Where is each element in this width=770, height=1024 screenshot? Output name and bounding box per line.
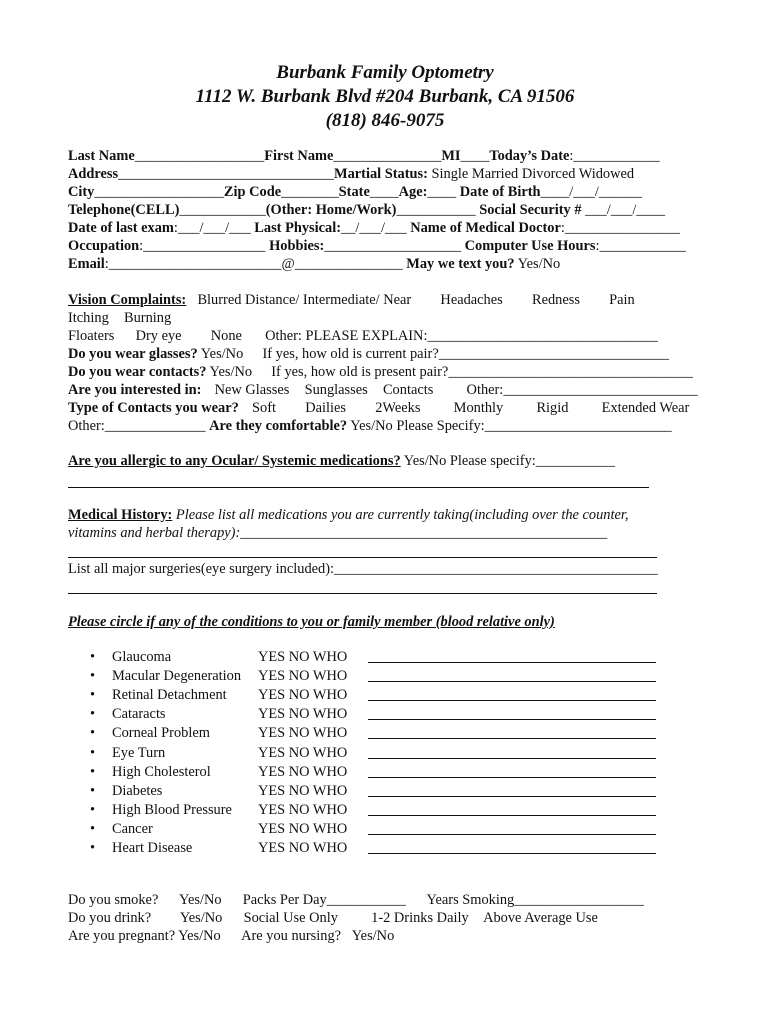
- condition-yes-no-who[interactable]: YES NO WHO: [258, 744, 348, 761]
- telephone-row: [68, 201, 665, 219]
- contacts-question: Do you wear contacts?: [68, 364, 207, 380]
- interested-question: Are you interested in: [68, 382, 197, 398]
- surgeries-row: [68, 560, 658, 578]
- interested-row: Are you interested in: New Glasses Sunglasses Contacts Other:___________________________: [68, 382, 698, 398]
- first-name-field[interactable]: _______________: [333, 148, 442, 164]
- floaters-option[interactable]: Floaters: [68, 328, 115, 344]
- name-row: Last Name__________________First Name_______________MI____Today’s Date:____________: [68, 148, 660, 164]
- drink-question: Do you drink?: [68, 910, 152, 926]
- bullet-icon: •: [90, 744, 96, 761]
- bullet-icon: •: [90, 668, 96, 685]
- condition-row: [90, 667, 660, 685]
- comfortable-yes-no[interactable]: Yes/No: [350, 418, 393, 434]
- allergy-row: [68, 452, 615, 470]
- address-label: Address: [68, 166, 119, 182]
- above-average-option[interactable]: Above Average Use: [483, 910, 598, 926]
- one-two-drinks-option[interactable]: 1-2 Drinks Daily: [371, 910, 469, 926]
- drink-yes-no[interactable]: Yes/No: [179, 910, 223, 926]
- todays-date-label: Today’s Date: [489, 148, 570, 164]
- condition-who-field[interactable]: [368, 815, 656, 816]
- condition-name: Corneal Problem: [112, 725, 210, 742]
- last-name-label: Last Name: [68, 148, 135, 164]
- medical-row-2: [68, 524, 607, 542]
- blurred-option[interactable]: Blurred Distance/ Intermediate/ Near: [197, 292, 412, 308]
- smoke-question: Do you smoke?: [68, 892, 159, 908]
- pregnant-row: [68, 927, 394, 945]
- contact-type-row: [68, 399, 689, 417]
- contacts-option[interactable]: Contacts: [382, 382, 434, 398]
- allergy-field[interactable]: ___________: [535, 453, 615, 469]
- condition-who-field[interactable]: [368, 777, 656, 778]
- years-smoking-field[interactable]: __________________: [514, 892, 644, 908]
- glasses-yes-no[interactable]: Yes/No: [200, 346, 244, 362]
- last-physical-field[interactable]: __/___/___: [341, 220, 407, 236]
- condition-row: [90, 801, 660, 819]
- condition-yes-no-who[interactable]: YES NO WHO: [258, 687, 348, 704]
- medical-instructions-cont: vitamins and herbal therapy):: [68, 525, 241, 541]
- condition-name: Diabetes: [112, 782, 163, 799]
- other-contact-field[interactable]: ______________: [104, 418, 206, 434]
- state-label: State: [338, 184, 370, 200]
- nursing-question: Are you nursing?: [241, 928, 342, 944]
- condition-name: Macular Degeneration: [112, 668, 242, 685]
- bullet-icon: •: [90, 840, 96, 856]
- condition-row: [90, 648, 660, 666]
- glasses-question: Do you wear glasses?: [68, 346, 198, 362]
- other-explain-field[interactable]: ________________________________: [427, 328, 658, 344]
- please-specify-label: Please Specify:: [396, 418, 485, 434]
- condition-who-field[interactable]: [368, 758, 656, 759]
- telephone-field[interactable]: ____________: [179, 202, 266, 218]
- medical-doctor-field[interactable]: ________________: [564, 220, 680, 236]
- contacts-age-label: If yes, how old is present pair?: [271, 364, 449, 380]
- burning-option[interactable]: Burning: [123, 310, 172, 326]
- practice-name: Burbank Family Optometry: [276, 62, 494, 83]
- other-phone-label: (Other: Home/Work): [265, 202, 397, 218]
- surgeries-extra-line[interactable]: [68, 593, 657, 594]
- condition-yes-no-who[interactable]: YES NO WHO: [258, 782, 348, 799]
- condition-row: [90, 744, 660, 762]
- marital-status-label: Martial Status:: [333, 166, 428, 182]
- surgeries-label: List all major surgeries(eye surgery included):: [68, 561, 335, 577]
- medical-instructions: Please list all medications you are currently taking(including over the counter,: [175, 507, 629, 523]
- occupation-label: Occupation: [68, 238, 140, 254]
- condition-row: [90, 724, 660, 742]
- condition-name: Retinal Detachment: [112, 687, 227, 704]
- bullet-icon: •: [90, 801, 96, 818]
- condition-yes-no-who[interactable]: YES NO WHO: [258, 820, 348, 837]
- rigid-option[interactable]: Rigid: [536, 400, 569, 416]
- bullet-icon: •: [90, 649, 96, 665]
- zip-label: Zip Code: [223, 184, 282, 200]
- pregnant-yes-no[interactable]: Yes/No: [178, 928, 221, 944]
- vision-row-1: [68, 291, 635, 309]
- bullet-icon: •: [90, 687, 96, 704]
- glasses-age-field[interactable]: ________________________________: [438, 346, 669, 362]
- conditions-heading-row: [68, 613, 555, 631]
- condition-name: Cataracts: [112, 706, 166, 723]
- condition-who-field[interactable]: [368, 662, 656, 663]
- drink-row: [68, 909, 598, 927]
- redness-option[interactable]: Redness: [531, 292, 580, 308]
- smoke-row: [68, 891, 644, 909]
- condition-name: High Cholesterol: [112, 763, 211, 780]
- mi-label: MI: [441, 148, 461, 164]
- address-row: [68, 165, 634, 183]
- vision-row-3: [68, 327, 658, 345]
- condition-who-field[interactable]: [368, 834, 656, 835]
- computer-hours-label: Computer Use Hours: [464, 238, 596, 254]
- condition-row: [90, 705, 660, 723]
- condition-name: Glaucoma: [112, 649, 172, 665]
- social-use-option[interactable]: Social Use Only: [243, 910, 338, 926]
- please-specify-field[interactable]: __________________________: [484, 418, 672, 434]
- mi-field[interactable]: ____: [460, 148, 490, 164]
- email-field[interactable]: ________________________@_______________: [108, 256, 403, 272]
- conditions-heading: Please circle if any of the conditions to you or family member (blood relative only): [68, 614, 555, 630]
- age-label: Age:: [398, 184, 428, 200]
- vision-heading: Vision Complaints:: [68, 292, 187, 308]
- email-label: Email: [68, 256, 105, 272]
- condition-yes-no-who[interactable]: YES NO WHO: [258, 725, 348, 742]
- allergy-answer[interactable]: Yes/No Please specify:: [403, 453, 536, 469]
- allergy-extra-line[interactable]: [68, 487, 649, 488]
- bullet-icon: •: [90, 763, 96, 780]
- practice-address: 1112 W. Burbank Blvd #204 Burbank, CA 91506: [195, 86, 575, 107]
- city-row: [68, 183, 642, 201]
- dob-field[interactable]: ____/___/______: [540, 184, 643, 200]
- other-explain-label: Other: PLEASE EXPLAIN:: [265, 328, 428, 344]
- years-smoking-label: Years Smoking: [426, 892, 515, 908]
- bullet-icon: •: [90, 706, 96, 723]
- todays-date-field[interactable]: ____________: [573, 148, 660, 164]
- glasses-age-label: If yes, how old is current pair?: [262, 346, 439, 362]
- practice-phone: (818) 846-9075: [325, 110, 445, 131]
- exam-row: Date of last exam:___/___/___ Last Physical:__/___/___ Name of Medical Doctor:________________: [68, 220, 680, 236]
- address-field[interactable]: ______________________________: [118, 166, 334, 182]
- last-name-field[interactable]: __________________: [134, 148, 265, 164]
- bullet-icon: •: [90, 725, 96, 742]
- surgeries-field[interactable]: _____________________________________________: [334, 561, 658, 577]
- last-physical-label: Last Physical:: [254, 220, 342, 236]
- contacts-yes-no[interactable]: Yes/No: [209, 364, 253, 380]
- medical-doctor-label: Name of Medical Doctor: [410, 220, 561, 236]
- new-glasses-option[interactable]: New Glasses: [214, 382, 290, 398]
- pregnant-question: Are you pregnant?: [68, 928, 176, 944]
- dob-label: Date of Birth: [459, 184, 541, 200]
- sunglasses-option[interactable]: Sunglasses: [304, 382, 368, 398]
- condition-yes-no-who[interactable]: YES NO WHO: [258, 668, 348, 685]
- condition-row: [90, 782, 660, 800]
- comfortable-row: [68, 417, 672, 435]
- other-interest-field[interactable]: ___________________________: [503, 382, 698, 398]
- computer-hours-field[interactable]: ____________: [599, 238, 686, 254]
- condition-row: [90, 763, 660, 781]
- hobbies-label: Hobbies:: [269, 238, 325, 254]
- dailies-option[interactable]: Dailies: [305, 400, 347, 416]
- condition-yes-no-who[interactable]: YES NO WHO: [258, 763, 348, 780]
- contacts-row: [68, 363, 693, 381]
- pain-option[interactable]: Pain: [609, 292, 635, 308]
- other-contact-label: Other:: [68, 418, 105, 434]
- bullet-icon: •: [90, 820, 96, 837]
- packs-field[interactable]: ___________: [326, 892, 406, 908]
- two-weeks-option[interactable]: 2Weeks: [375, 400, 421, 416]
- condition-name: Heart Disease: [112, 840, 193, 856]
- extended-wear-option[interactable]: Extended Wear: [601, 400, 690, 416]
- first-name-label: First Name: [264, 148, 334, 164]
- ssn-field[interactable]: ___/___/____: [585, 202, 666, 218]
- contact-type-question: Type of Contacts you wear?: [68, 400, 239, 416]
- condition-who-field[interactable]: [368, 853, 656, 854]
- condition-name: High Blood Pressure: [112, 801, 232, 818]
- soft-option[interactable]: Soft: [252, 400, 277, 416]
- nursing-yes-no[interactable]: Yes/No: [351, 928, 395, 944]
- zip-field[interactable]: ________: [281, 184, 339, 200]
- condition-row: [90, 820, 660, 838]
- age-field[interactable]: ____: [427, 184, 457, 200]
- condition-name: Cancer: [112, 820, 153, 837]
- condition-who-field[interactable]: [368, 796, 656, 797]
- dry-eye-option[interactable]: Dry eye: [135, 328, 182, 344]
- comfortable-question: Are they comfortable?: [209, 418, 348, 434]
- contacts-age-field[interactable]: __________________________________: [448, 364, 693, 380]
- itching-option[interactable]: Itching: [68, 310, 109, 326]
- medical-row-1: [68, 506, 628, 524]
- city-field[interactable]: __________________: [94, 184, 224, 200]
- text-options[interactable]: Yes/No: [517, 256, 561, 272]
- marital-options[interactable]: Single Married Divorced Widowed: [431, 166, 635, 182]
- condition-who-field[interactable]: [368, 700, 656, 701]
- vision-row-2: [68, 309, 171, 327]
- condition-who-field[interactable]: [368, 681, 656, 682]
- smoke-yes-no[interactable]: Yes/No: [179, 892, 222, 908]
- glasses-row: [68, 345, 669, 363]
- condition-who-field[interactable]: [368, 738, 656, 739]
- occupation-row: Occupation:_________________ Hobbies:___________________ Computer Use Hours:____________: [68, 238, 686, 254]
- other-interest-label: Other:: [466, 382, 504, 398]
- none-option[interactable]: None: [210, 328, 242, 344]
- condition-name: Eye Turn: [112, 744, 166, 761]
- headaches-option[interactable]: Headaches: [440, 292, 503, 308]
- monthly-option[interactable]: Monthly: [453, 400, 504, 416]
- condition-yes-no-who[interactable]: YES NO WHO: [258, 706, 348, 723]
- last-exam-field[interactable]: ___/___/___: [177, 220, 251, 236]
- condition-row: [90, 686, 660, 704]
- other-phone-field[interactable]: ___________: [396, 202, 476, 218]
- email-row: Email:________________________@_______________ May we text you? Yes/No: [68, 256, 561, 272]
- medical-heading: Medical History:: [68, 507, 173, 523]
- bullet-icon: •: [90, 782, 96, 799]
- condition-row: [90, 839, 660, 857]
- packs-label: Packs Per Day: [242, 892, 327, 908]
- state-field[interactable]: ____: [369, 184, 399, 200]
- ssn-label: Social Security #: [479, 202, 582, 218]
- medications-field[interactable]: ___________________________________________________: [240, 525, 608, 541]
- condition-yes-no-who[interactable]: YES NO WHO: [258, 801, 348, 818]
- hobbies-field[interactable]: ___________________: [324, 238, 462, 254]
- telephone-label: Telephone(CELL): [68, 202, 180, 218]
- allergy-question: Are you allergic to any Ocular/ Systemic medications?: [68, 453, 401, 469]
- condition-yes-no-who[interactable]: YES NO WHO: [258, 649, 348, 665]
- condition-yes-no-who[interactable]: YES NO WHO: [258, 840, 348, 856]
- city-label: City: [68, 184, 95, 200]
- text-question: May we text you?: [406, 256, 515, 272]
- condition-who-field[interactable]: [368, 719, 656, 720]
- occupation-field[interactable]: _________________: [143, 238, 266, 254]
- last-exam-label: Date of last exam: [68, 220, 174, 236]
- medications-extra-line[interactable]: [68, 557, 657, 558]
